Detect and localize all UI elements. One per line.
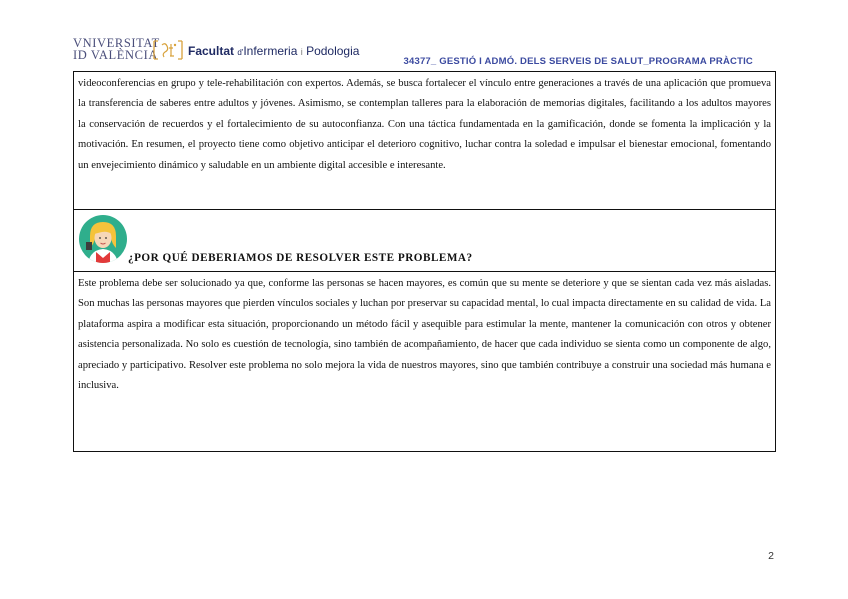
person-avatar-icon — [78, 214, 128, 264]
faculty-separator: i — [300, 47, 303, 57]
university-emblem-icon — [151, 38, 185, 62]
page-header — [73, 33, 778, 69]
faculty-connector: d' — [237, 48, 244, 57]
continuation-paragraph: videoconferencias en grupo y tele-rehabilitación con expertos. Además, se busca fortalecer el vínculo entre generaciones a través de una aplicación que promueva la transferencia de saberes entre adultos y jóvenes. Asimismo, se contemplan talleres para la elaboración de memorias digitales, facilitando a los adultos mayores la conservación de recuerdos y el fortalecimiento de su autoconfianza. Con una táctica fundamentada en la gamificación, donde se fomenta la implicación y la motivación. En resumen, el proyecto tiene como objetivo anticipar el deterioro cognitivo, luchar contra la soledad e impulsar el bienestar emocional, fomentando un envejecimiento dinámico y saludable en un ambiente digital accesible e interesante. — [78, 78, 771, 171]
faculty-main-label: Facultat — [188, 44, 235, 58]
section-heading: ¿POR QUÉ DEBERIAMOS DE RESOLVER ESTE PROBLEMA? — [128, 252, 473, 264]
course-title: 34377_ GESTIÓ I ADMÓ. DELS SERVEIS DE SALUT_PROGRAMA PRÀCTIC — [403, 56, 753, 67]
section-heading-box — [73, 209, 776, 271]
faculty-logo — [188, 42, 359, 62]
university-name-line1: VNIVERSITAT — [73, 36, 160, 50]
faculty-infermeria: Infermeria — [243, 44, 298, 58]
section-continuation-box — [73, 71, 776, 209]
page-number: 2 — [768, 550, 774, 562]
university-name-line2: ID VALÈNCIA — [73, 48, 158, 62]
university-logo — [73, 35, 185, 63]
faculty-podologia: Podologia — [306, 44, 360, 58]
body-paragraph: Este problema debe ser solucionado ya que, conforme las personas se hacen mayores, es común que su mente se deteriore y que se sientan cada vez más aisladas. Son muchas las personas mayores que pierden vínculos sociales y luchan por preservar su capacidad mental, lo cual impacta directamente en su calidad de vida. La plataforma aspira a modificar esta situación, proporcionando un método fácil y asequible para estimular la mente, mantener la comunicación con otros y obtener asistencia personalizada. No solo es cuestión de tecnología, sino también de acompañamiento, de hacer que cada individuo se sienta como un componente de algo, apreciado y participativo. Resolver este problema no solo mejora la vida de nuestros mayores, sino que también contribuye a construir una sociedad más humana e inclusiva. — [78, 278, 771, 392]
section-body-box — [73, 271, 776, 452]
